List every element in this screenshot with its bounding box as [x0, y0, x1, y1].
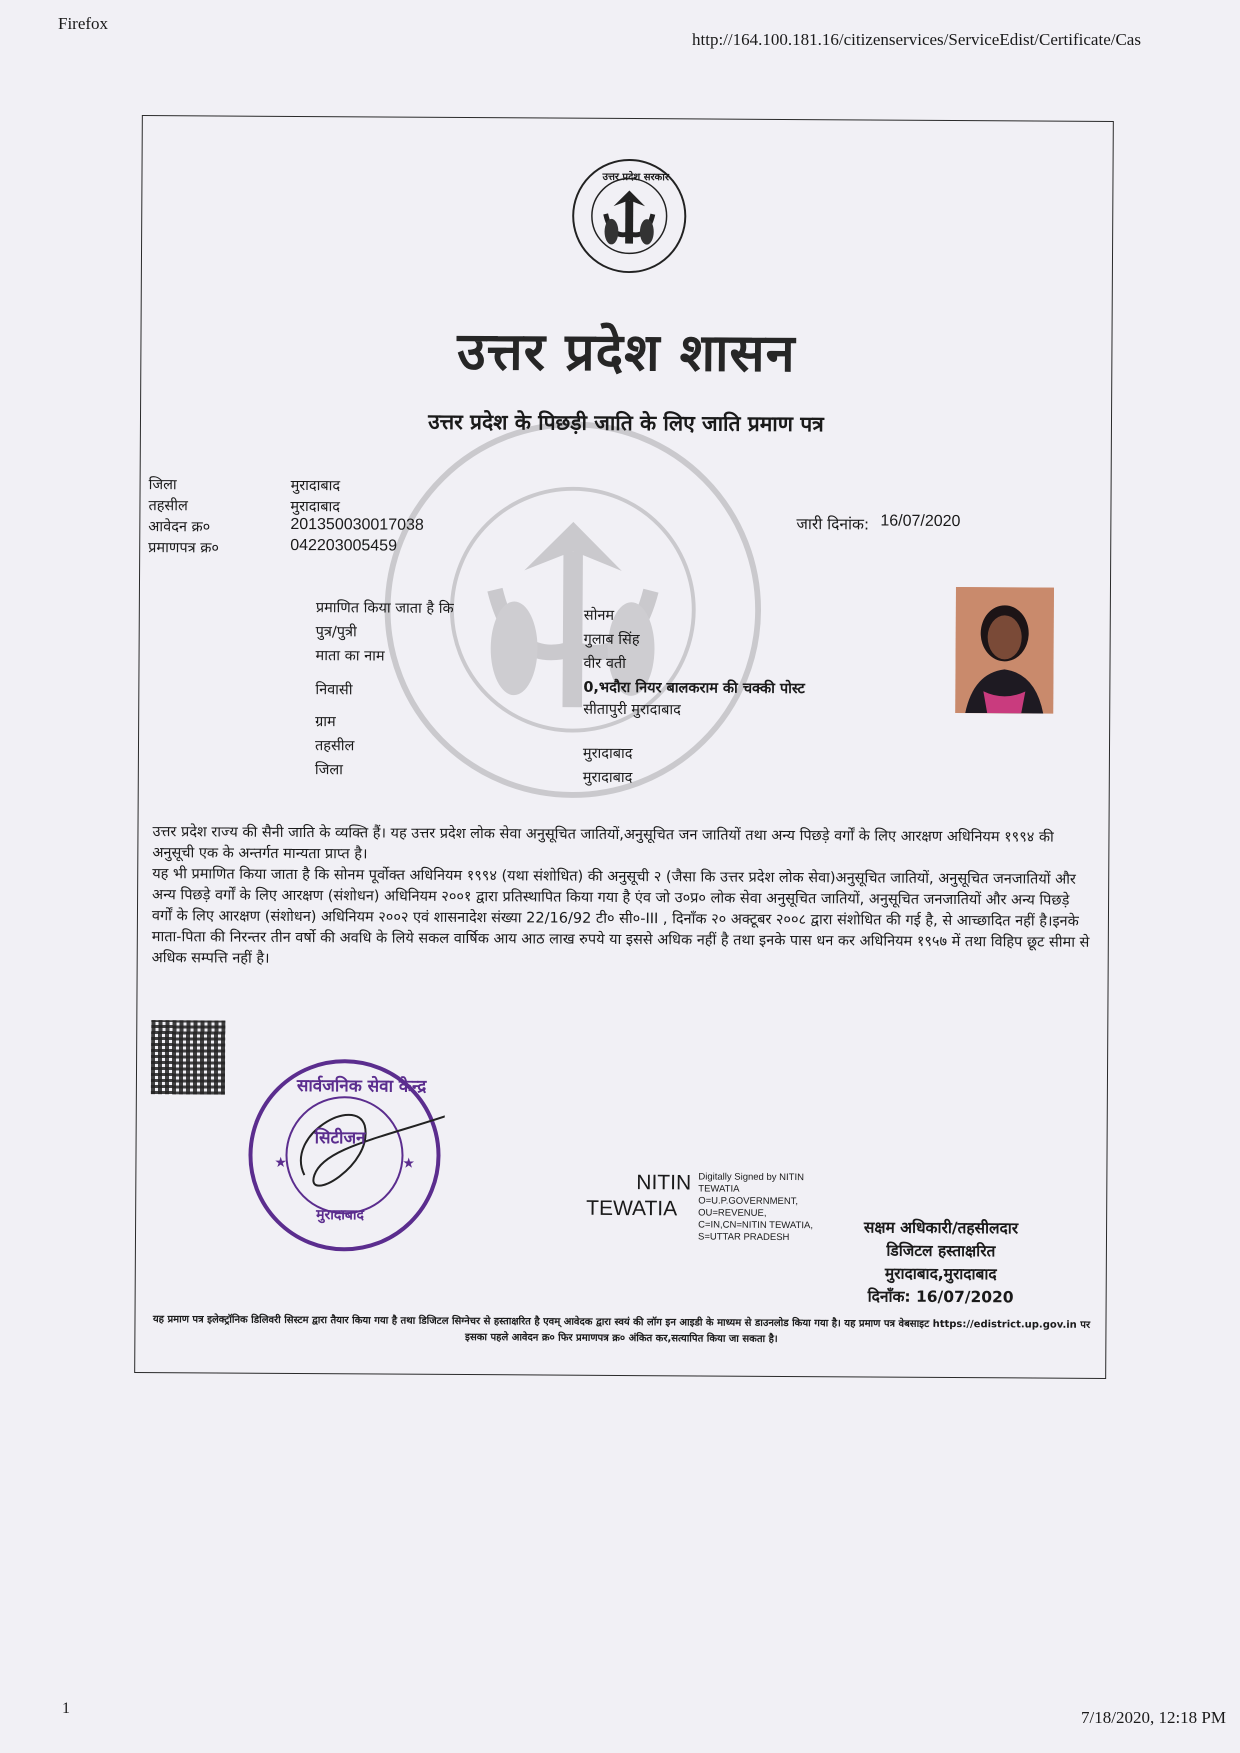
meta-value-certificate-no: 042203005459: [290, 536, 398, 555]
officer-block: [826, 1216, 1057, 1309]
stamp-bottom-text: मुरादाबाद: [316, 1207, 365, 1224]
officer-location: मुरादाबाद,मुरादाबाद: [884, 1264, 997, 1284]
caste-paragraph-1: उत्तर प्रदेश राज्य की सैनी जाति के व्यक्ति हैं। यह उत्तर प्रदेश लोक सेवा अनुसूचित जातियों,अनुसूचित जन जातियों तथा अन्य पिछड़े वर्गों के लिए आरक्षण अधिनियम १९९४ की अनुसूची एक के अन्तर्गत मान्यता प्राप्त है।: [152, 824, 1054, 863]
stamp-center-text: सिटीजन: [314, 1128, 366, 1149]
svg-text:★: ★: [274, 1154, 288, 1171]
applicant-photo: [955, 587, 1054, 714]
certificate-frame: [134, 115, 1114, 1379]
certificate-subtitle: उत्तर प्रदेश के पिछड़ी जाति के लिए जाति प्रमाण पत्र: [428, 409, 824, 437]
field-value-mother: वीर वती: [583, 655, 627, 673]
signature-detail: C=IN,CN=NITIN TEWATIA,: [698, 1219, 814, 1232]
signature-detail: O=U.P.GOVERNMENT,: [698, 1195, 799, 1208]
page-number: 1: [62, 1700, 70, 1717]
field-label-village: ग्राम: [315, 714, 336, 731]
field-label-mother: माता का नाम: [315, 648, 385, 665]
meta-label-district: जिला: [148, 477, 177, 494]
officer-designation: सक्षम अधिकारी/तहसीलदार: [863, 1218, 1019, 1238]
signature-detail: S=UTTAR PRADESH: [697, 1231, 790, 1244]
field-value-district: मुरादाबाद: [582, 769, 633, 787]
browser-app-name: Firefox: [58, 14, 109, 33]
verification-note: यह प्रमाण पत्र इलेक्ट्रॉनिक डिलिवरी सिस्टम द्वारा तैयार किया गया है तथा डिजिटल सिग्नेचर से हस्ताक्षरित है एवम् आवेदक द्वारा स्वयं की लॉग इन आइडी के माध्यम से डाउनलोड किया गया है। यह प्रमाण पत्र वेबसाइट https://edistrict.up.gov.in पर इसका पहले आवेदन क्र० फिर प्रमाणपत्र क्र० अंकित कर,सत्यापित किया जा सकता है।: [152, 1314, 1091, 1345]
signer-name-line-1: NITIN: [636, 1171, 692, 1195]
officer-digital-signed: डिजिटल हस्ताक्षरित: [886, 1241, 996, 1261]
field-value-address-1: 0,भदौरा नियर बालकराम की चक्की पोस्ट: [583, 679, 805, 698]
field-value-father: गुलाब सिंह: [583, 631, 640, 649]
signer-name-line-2: TEWATIA: [586, 1196, 678, 1221]
officer-date: दिनाँक: 16/07/2020: [867, 1287, 1014, 1307]
seal-text: उत्तर प्रदेश सरकार: [602, 171, 669, 184]
meta-label-tehsil: तहसील: [148, 498, 188, 515]
signature-details: [698, 1171, 838, 1244]
field-value-tehsil: मुरादाबाद: [582, 745, 633, 763]
signature-detail: OU=REVENUE,: [698, 1207, 767, 1219]
stamp-top-text: सार्वजनिक सेवा केन्द्र: [296, 1076, 427, 1097]
page-url: http://164.100.181.16/citizenservices/ServiceEdist/Certificate/Cas: [692, 30, 1141, 49]
meta-label-application-no: आवेदन क्र०: [148, 519, 211, 536]
meta-value-district: मुरादाबाद: [290, 477, 341, 495]
field-label-certified: प्रमाणित किया जाता है कि: [315, 600, 454, 617]
field-label-district: जिला: [314, 762, 344, 779]
field-label-son-daughter: पुत्र/पुत्री: [315, 624, 357, 641]
meta-value-tehsil: मुरादाबाद: [290, 498, 341, 516]
field-label-resident: निवासी: [315, 682, 353, 699]
meta-label-certificate-no: प्रमाणपत्र क्र०: [148, 540, 219, 557]
field-value-address-2: सीतापुरी मुरादाबाद: [583, 701, 681, 719]
field-value-name: सोनम: [583, 607, 615, 624]
page-title: उत्तर प्रदेश शासन: [457, 321, 796, 385]
issue-date: 16/07/2020: [880, 512, 961, 531]
signature-detail: Digitally Signed by NITIN TEWATIA: [698, 1171, 805, 1195]
print-timestamp: 7/18/2020, 12:18 PM: [1081, 1708, 1226, 1727]
field-label-tehsil: तहसील: [314, 738, 355, 755]
issue-date-label: जारी दिनांक:: [796, 515, 870, 534]
meta-value-application-no: 201350030017038: [290, 515, 424, 534]
caste-paragraph-2: यह भी प्रमाणित किया जाता है कि सोनम पूर्वोक्त अधिनियम १९९४ (यथा संशोधित) की अनुसूची २ (जैसा कि उत्तर प्रदेश लोक सेवा)अनुसूचित जातियों, अनुसूचित जनजातियों और अन्य पिछड़े वर्गों के लिए आरक्षण (संशोधन) अधिनियम २००१ द्वारा प्रतिस्थापित किया गया है एंव जो उ०प्र० लोक सेवा अनुसूचित जातियों, अनुसूचित जनजातियों और अन्य पिछड़े वर्गों के लिए आरक्षण (संशोधन) अधिनियम २००२ एवं शासनादेश संख्या 22/16/92 टी० सी०-III , दिनाँक २० अक्टूबर २००८ द्वारा संशोधित की गई है, से आच्छादित नहीं है।इनके माता-पिता की निरन्तर तीन वर्षो की अवधि के लिये सकल वार्षिक आय आठ लाख रुपये या इससे अधिक नहीं है तथा इनके पास धन कर अधिनियम १९५७ में तथा विहिप छूट सीमा से अधिक सम्पत्ति नहीं है।: [151, 866, 1090, 967]
svg-text:★: ★: [402, 1155, 416, 1172]
qr-code-icon: [151, 1020, 225, 1094]
